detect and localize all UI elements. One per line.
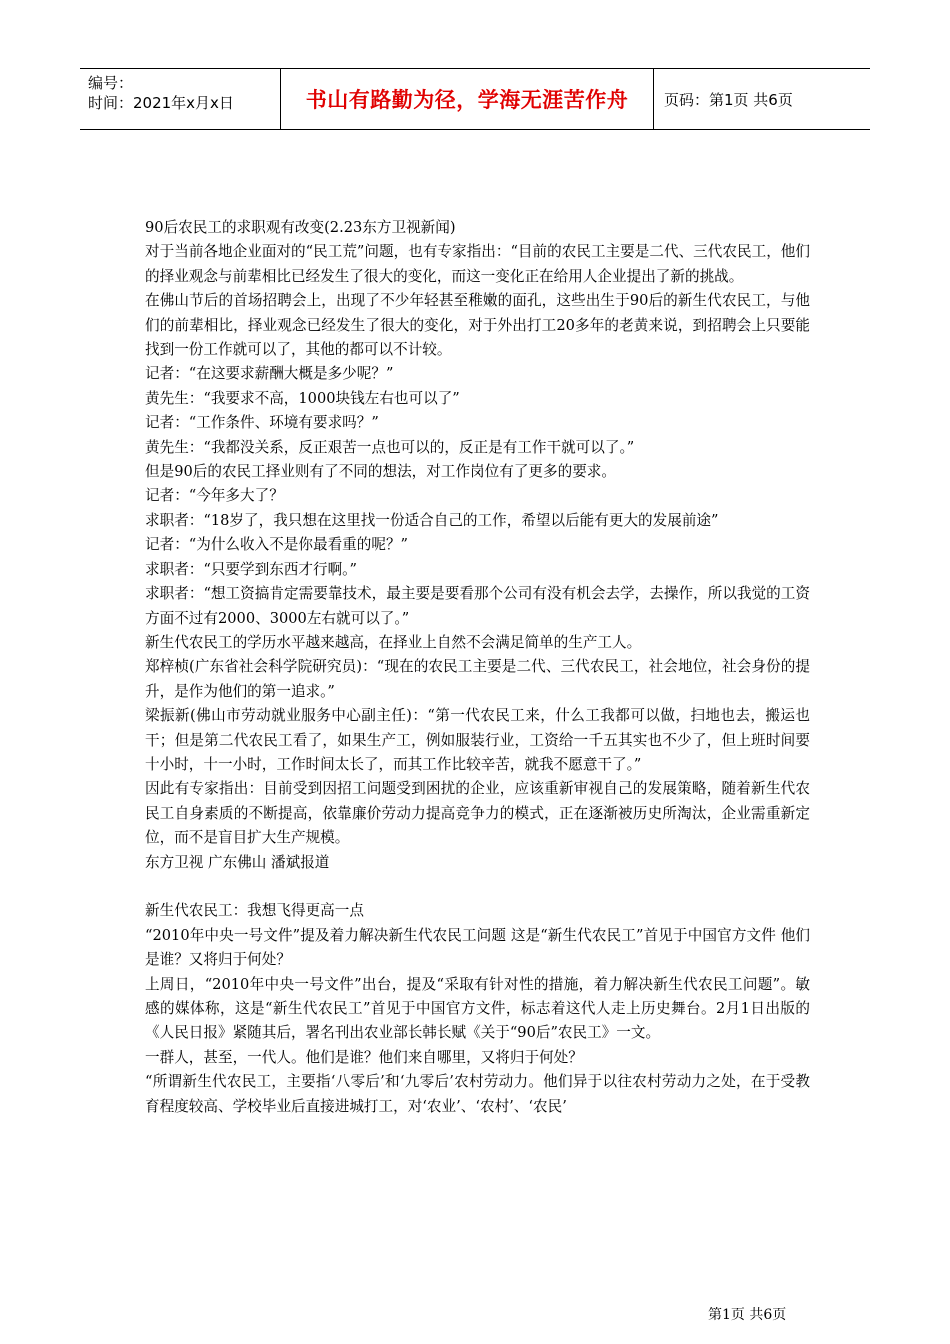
paragraph: 郑梓桢(广东省社会科学院研究员)：“现在的农民工主要是二代、三代农民工，社会地位，社会身份的提升，是作为他们的第一追求。”	[145, 658, 810, 700]
paragraph: 新生代农民工的学历水平越来越高，在择业上自然不会满足简单的生产工人。	[145, 633, 642, 651]
header-motto: 书山有路勤为径，学海无涯苦作舟	[280, 69, 654, 129]
page-header	[80, 68, 870, 130]
page-footer: 第1页 共6页	[708, 1307, 787, 1323]
paragraph: “2010年中央一号文件”提及着力解决新生代农民工问题 这是“新生代农民工”首见于中国官方文件 他们是谁？又将归于何处？	[145, 926, 810, 969]
paragraph: 记者：“在这要求薪酬大概是多少呢？”	[145, 365, 394, 383]
document-date-label: 时间：2021年x月x日	[88, 94, 234, 112]
paragraph: 梁振新(佛山市劳动就业服务中心副主任)：“第一代农民工来，什么工我都可以做，扫地也去，搬运也干；但是第二代农民工看了，如果生产工，例如服装行业，工资给一千五其实也不少了，但上班时间要十小时，十一小时，工作时间太长了，而其工作比较辛苦，就我不愿意干了。”	[145, 707, 810, 773]
paragraph: 上周日，“2010年中央一号文件”出台，提及“采取有针对性的措施，着力解决新生代农民工问题”。敏感的媒体称，这是“新生代农民工”首见于中国官方文件，标志着这代人走上历史舞台。2月1日出版的《人民日报》紧随其后，署名刊出农业部长韩长赋《关于“90后”农民工》一文。	[145, 975, 810, 1042]
paragraph: 黄先生：“我要求不高，1000块钱左右也可以了”	[145, 389, 460, 407]
paragraph: 记者：“今年多大了？	[145, 487, 284, 505]
paragraph: 求职者：“只要学到东西才行啊。”	[145, 560, 357, 578]
paragraph: “所谓新生代农民工，主要指‘八零后’和‘九零后’农村劳动力。他们异于以往农村劳动力之处，在于受教育程度较高、学校毕业后直接进城打工，对‘农业’、‘农村’、‘农民’	[145, 1073, 810, 1115]
paragraph: 但是90后的农民工择业则有了不同的想法，对工作岗位有了更多的要求。	[145, 463, 616, 481]
paragraph: 东方卫视 广东佛山 潘斌报道	[145, 853, 330, 871]
paragraph: 在佛山节后的首场招聘会上，出现了不少年轻甚至稚嫩的面孔，这些出生于90后的新生代农民工，与他们的前辈相比，择业观念已经发生了很大的变化，对于外出打工20多年的老黄来说，到招聘会上只要能找到一份工作就可以了，其他的都可以不计较。	[145, 292, 810, 359]
paragraph: 黄先生：“我都没关系，反正艰苦一点也可以的，反正是有工作干就可以了。”	[145, 438, 635, 456]
paragraph: 求职者：“想工资搞肯定需要靠技术，最主要是要看那个公司有没有机会去学，去操作，所以我觉的工资方面不过有2000、3000左右就可以了。”	[145, 585, 810, 627]
paragraph: 90后农民工的求职观有改变(2.23东方卫视新闻)	[145, 219, 456, 236]
header-meta	[80, 69, 280, 129]
document-number-label: 编号：	[88, 74, 134, 92]
paragraph: 求职者：“18岁了，我只想在这里找一份适合自己的工作，希望以后能有更大的发展前途”	[145, 511, 719, 529]
paragraph: 记者：“工作条件、环境有要求吗？”	[145, 414, 379, 432]
paragraph: 对于当前各地企业面对的“民工荒”问题，也有专家指出：“目前的农民工主要是二代、三代农民工，他们的择业观念与前辈相比已经发生了很大的变化，而这一变化正在给用人企业提出了新的挑战。	[145, 243, 810, 285]
document-body	[145, 216, 810, 1119]
paragraph: 因此有专家指出：目前受到因招工问题受到困扰的企业，应该重新审视自己的发展策略，随着新生代农民工自身素质的不断提高，依靠廉价劳动力提高竞争力的模式，正在逐渐被历史所淘汰，企业需重新定位，而不是盲目扩大生产规模。	[145, 780, 810, 847]
header-page-number: 页码：第1页 共6页	[664, 90, 793, 109]
paragraph: 记者：“为什么收入不是你最看重的呢？”	[145, 536, 409, 554]
blank-line	[145, 875, 810, 899]
paragraph: 新生代农民工：我想飞得更高一点	[145, 902, 364, 920]
paragraph: 一群人，甚至，一代人。他们是谁？他们来自哪里，又将归于何处？	[145, 1048, 583, 1066]
